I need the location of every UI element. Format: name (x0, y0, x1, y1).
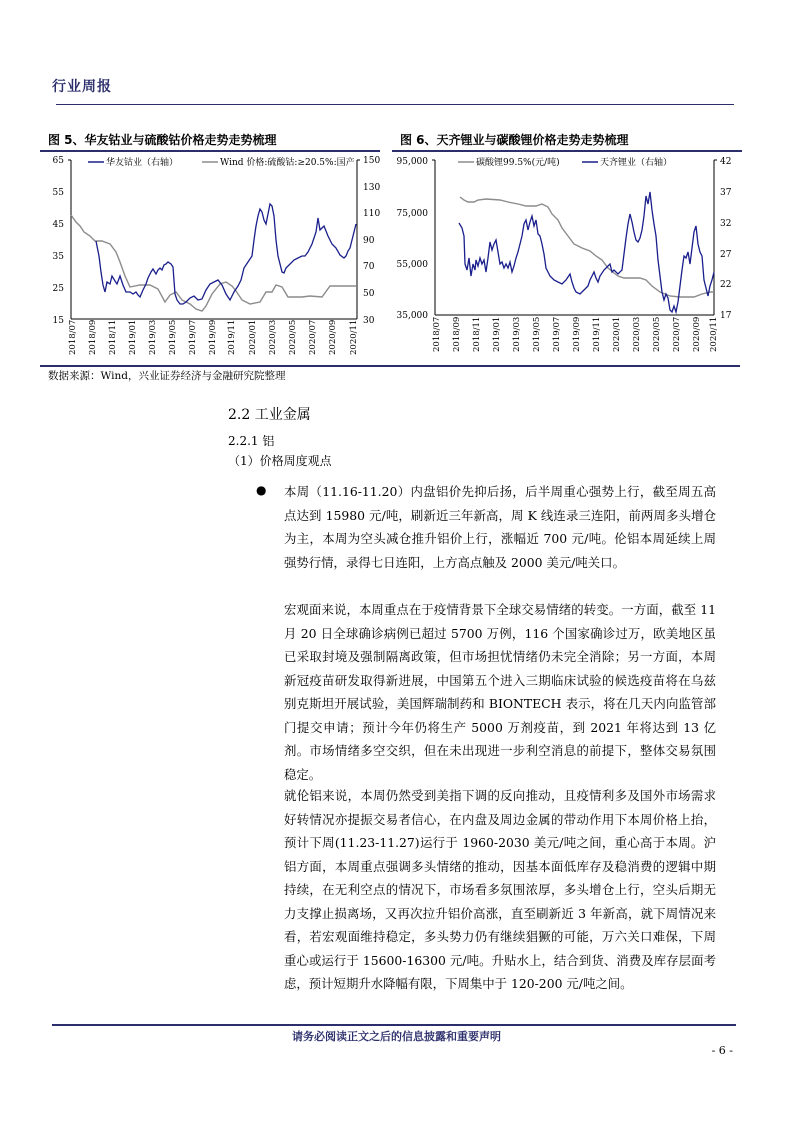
svg-text:2019/05: 2019/05 (532, 316, 542, 352)
svg-text:130: 130 (363, 183, 380, 193)
svg-text:2018/09: 2018/09 (88, 319, 98, 355)
svg-text:2019/01: 2019/01 (128, 319, 138, 355)
figure-6-legend-2: 天齐锂业（右轴） (600, 158, 673, 168)
svg-text:32: 32 (720, 219, 732, 229)
svg-text:30: 30 (363, 316, 375, 326)
svg-text:2019/01: 2019/01 (492, 316, 502, 352)
figure-5-title: 图 5、华友钴业与硫酸钴价格走势走势梳理 (48, 133, 277, 147)
report-type-title: 行业周报 (52, 79, 112, 95)
page-number: - 6 - (711, 1044, 733, 1057)
svg-text:42: 42 (720, 157, 732, 167)
svg-text:2020/05: 2020/05 (288, 319, 298, 355)
svg-text:27: 27 (720, 250, 732, 260)
svg-text:2018/11: 2018/11 (108, 319, 118, 355)
svg-text:150: 150 (363, 156, 380, 166)
svg-text:2019/07: 2019/07 (552, 316, 562, 352)
svg-text:2019/03: 2019/03 (148, 319, 158, 355)
paragraph-macro: 宏观面来说，本周重点在于疫情背景下全球交易情绪的转变。一方面，截至 11 月 20 日全球确诊病例已超过 5700 万例，116 个国家确诊过万，欧美地区虽已采取封境及强制隔离政策，但市场担忧情绪仍未完全消除；另一方面，本周新冠疫苗研发取得新进展，中国第五个进入三期临床试验的候选疫苗将在乌兹别克斯坦开展试验，美国辉瑞制药和 BIONTECH 表示，将在几天内向监管部门提交申请；预计今年仍将生产 5000 万剂疫苗，到 2021 年将达到 13 亿剂。市场情绪多空交织，但在未出现进一步利空消息的前提下，整体交易氛围稳定。 (284, 602, 716, 782)
svg-text:22: 22 (720, 280, 732, 290)
svg-text:2020/11: 2020/11 (349, 319, 359, 355)
svg-text:2019/09: 2019/09 (208, 319, 218, 355)
bullet-icon: ● (256, 483, 267, 497)
svg-text:2019/11: 2019/11 (592, 316, 602, 352)
svg-text:15: 15 (52, 316, 64, 326)
svg-text:2020/07: 2020/07 (672, 316, 682, 352)
svg-text:2019/09: 2019/09 (572, 316, 582, 352)
paragraph-price-overview: 本周（11.16-11.20）内盘铝价先抑后扬，后半周重心强势上行，截至周五高点达到 15980 元/吨，刷新近三年新高，周 K 线连录三连阳，前两周多头增仓为主，本周为空头减仓推升铝价上行，涨幅近 700 元/吨。伦铝本周延续上周强势行情，录得七日连阳，上方高点触及 2000 美元/吨关口。 (284, 484, 716, 570)
svg-text:2020/01: 2020/01 (248, 319, 258, 355)
svg-text:2018/07: 2018/07 (68, 319, 78, 355)
svg-text:2020/09: 2020/09 (692, 316, 702, 352)
svg-text:110: 110 (363, 209, 380, 219)
svg-text:45: 45 (52, 220, 64, 230)
svg-text:2019/05: 2019/05 (168, 319, 178, 355)
svg-text:37: 37 (720, 188, 732, 198)
svg-text:50: 50 (363, 289, 375, 299)
svg-text:75,000: 75,000 (396, 209, 428, 219)
svg-text:2020/05: 2020/05 (652, 316, 662, 352)
svg-text:70: 70 (363, 262, 375, 272)
figure-5-legend-1: 华友钴业（右轴） (106, 158, 179, 168)
header-divider (56, 104, 734, 105)
figure-6-chart (390, 152, 740, 368)
svg-text:25: 25 (52, 284, 64, 294)
footer-disclaimer: 请务必阅读正文之后的信息披露和重要声明 (292, 1030, 501, 1043)
source-divider (40, 365, 740, 367)
svg-text:2020/01: 2020/01 (612, 316, 622, 352)
svg-text:2020/03: 2020/03 (268, 319, 278, 355)
svg-text:2018/09: 2018/09 (452, 316, 462, 352)
svg-text:95,000: 95,000 (396, 157, 428, 167)
svg-text:2020/07: 2020/07 (308, 319, 318, 355)
paragraph-lme-outlook: 就伦铝来说，本周仍然受到美指下调的反向推动，且疫情利多及国外市场需求好转情况亦提振交易者信心，在内盘及周边金属的带动作用下本周价格上抬，预计下周(11.23-11.27)运行于 1960-2030 美元/吨之间，重心高于本周。沪铝方面，本周重点强调多头情绪的推动，因基本面低库存及稳消费的逻辑中期持续，在无利空点的情况下，市场看多氛围浓厚，多头增仓上行，空头后期无力支撑止损离场，又再次拉升铝价高涨，直至刷新近 3 年新高，就下周情况来看，若宏观面维持稳定，多头势力仍有继续猖獗的可能，万六关口难保，下周重心或运行于 15600-16300 元/吨。升贴水上，结合到货、消费及库存层面考虑，预计短期升水降幅有限，下周集中于 120-200 元/吨之间。 (284, 788, 716, 991)
svg-text:2018/11: 2018/11 (472, 316, 482, 352)
subsubsection-heading: （1）价格周度观点 (228, 454, 332, 468)
figure-6-legend-1: 碳酸锂99.5%(元/吨) (476, 158, 560, 168)
section-heading: 2.2 工业金属 (228, 407, 311, 423)
data-source-note: 数据来源：Wind，兴业证券经济与金融研究院整理 (48, 370, 286, 382)
svg-text:55,000: 55,000 (396, 260, 428, 270)
svg-text:2020/03: 2020/03 (632, 316, 642, 352)
svg-text:2019/11: 2019/11 (227, 319, 237, 355)
svg-text:65: 65 (52, 156, 64, 166)
figure-6-title: 图 6、天齐锂业与碳酸锂价格走势走势梳理 (400, 133, 629, 147)
subsection-heading: 2.2.1 铝 (228, 434, 275, 448)
svg-text:55: 55 (52, 188, 64, 198)
footer-divider (52, 1024, 736, 1026)
svg-text:35,000: 35,000 (396, 311, 428, 321)
figure-5-legend-2: Wind 价格:硫酸钴:≥20.5%:国产 (220, 158, 355, 168)
svg-text:2020/11: 2020/11 (709, 316, 719, 352)
figure-5-chart (40, 152, 380, 368)
svg-text:17: 17 (720, 311, 732, 321)
svg-text:90: 90 (363, 236, 375, 246)
svg-text:2020/09: 2020/09 (328, 319, 338, 355)
svg-text:2018/07: 2018/07 (432, 316, 442, 352)
svg-text:2019/03: 2019/03 (512, 316, 522, 352)
svg-text:35: 35 (52, 252, 64, 262)
svg-text:2019/07: 2019/07 (188, 319, 198, 355)
